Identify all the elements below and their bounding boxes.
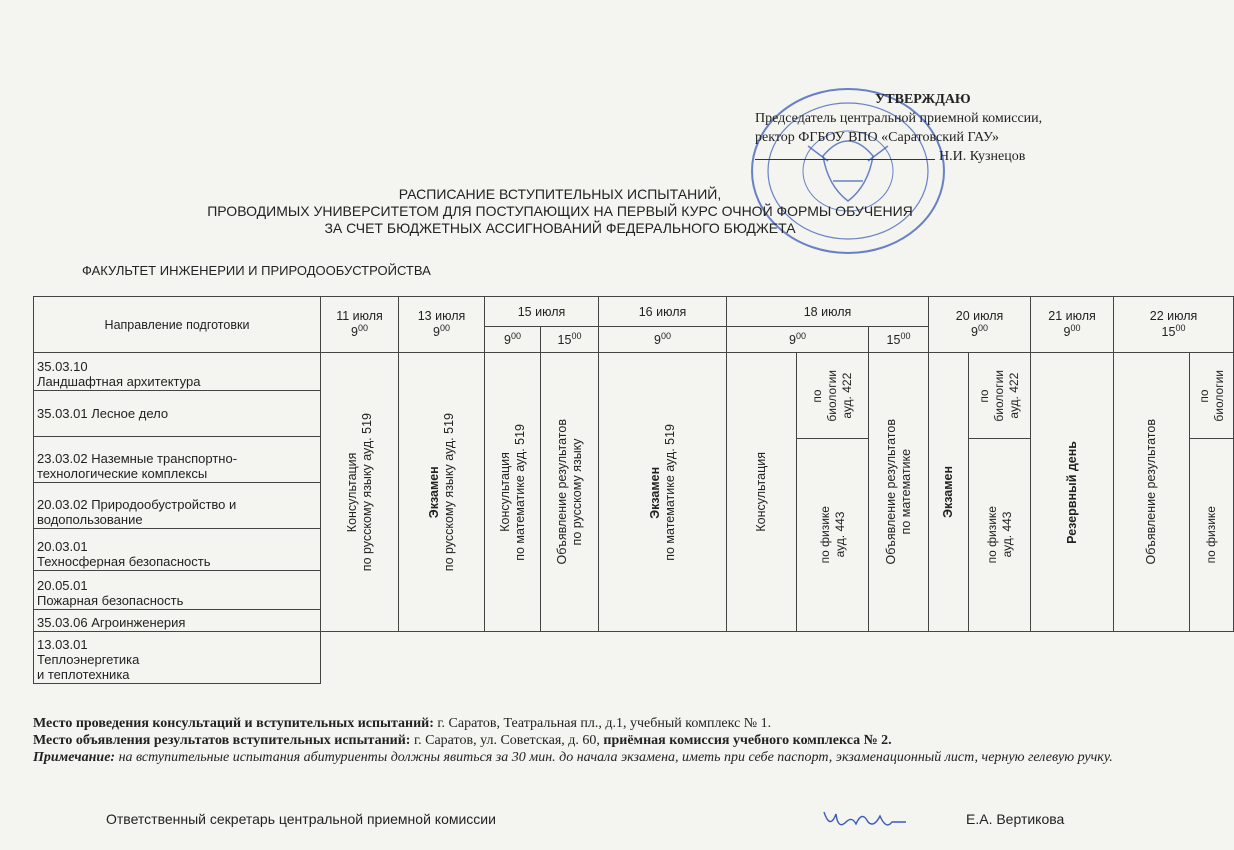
header-jul21: 21 июля $9^{00}$ xyxy=(1031,297,1114,353)
header-jul15: 15 июля xyxy=(485,297,599,327)
cell-jul18-consultation: Консультация xyxy=(727,353,797,632)
header-direction: Направление подготовки xyxy=(34,297,321,353)
cell-jul20-physics: по физике ауд. 443 xyxy=(969,439,1031,632)
cell-jul18-biology: по биологии ауд. 422 xyxy=(797,353,869,439)
approval-line-1: Председатель центральной приемной комиссии, xyxy=(755,111,1043,126)
secretary-role: Ответственный секретарь центральной приемной комиссии xyxy=(106,811,496,827)
header-jul22: 22 июля $15^{00}$ xyxy=(1114,297,1234,353)
header-jul20: 20 июля $9^{00}$ xyxy=(929,297,1031,353)
title-line-2: ПРОВОДИМЫХ УНИВЕРСИТЕТОМ ДЛЯ ПОСТУПАЮЩИХ НА ПЕРВЫЙ КУРС ОЧНОЙ ФОРМЫ ОБУЧЕНИЯ xyxy=(207,203,913,219)
approval-line-2: ректор ФГБОУ ВПО «Саратовский ГАУ» xyxy=(755,130,1000,145)
cell-jul22-biology: по биологии xyxy=(1190,353,1234,439)
cell-jul13-exam: Экзамен по русскому языку ауд. 519 xyxy=(399,353,485,632)
approval-name: Н.И. Кузнецов xyxy=(939,149,1026,164)
approval-heading: УТВЕРЖДАЮ xyxy=(875,92,971,107)
cell-jul20-exam: Экзамен xyxy=(929,353,969,632)
cell-jul16-exam: Экзамен по математике ауд. 519 xyxy=(599,353,727,632)
cell-jul11-consultation: Консультация по русскому языку ауд. 519 xyxy=(321,353,399,632)
direction-row: 35.03.01 Лесное дело xyxy=(34,391,321,437)
faculty-name: ФАКУЛЬТЕТ ИНЖЕНЕРИИ И ПРИРОДООБУСТРОЙСТВА xyxy=(82,263,431,278)
footer xyxy=(106,811,1106,827)
header-jul18: 18 июля xyxy=(727,297,929,327)
direction-row: 20.05.01 Пожарная безопасность xyxy=(34,571,321,610)
header-jul18-9: $9^{00}$ xyxy=(727,327,869,353)
schedule-table xyxy=(33,296,1234,684)
cell-jul22-results: Объявление результатов xyxy=(1114,353,1190,632)
header-jul16-9: $9^{00}$ xyxy=(599,327,727,353)
results-place: Место объявления результатов вступительных испытаний: г. Саратов, ул. Советская, д. 60, приёмная комиссия учебного комплекса № 2. xyxy=(33,733,892,748)
approval-block xyxy=(755,90,1135,166)
cell-jul18-physics: по физике ауд. 443 xyxy=(797,439,869,632)
header-jul13: 13 июля $9^{00}$ xyxy=(399,297,485,353)
title-line-3: ЗА СЧЕТ БЮДЖЕТНЫХ АССИГНОВАНИЙ ФЕДЕРАЛЬНОГО БЮДЖЕТА xyxy=(324,220,796,236)
direction-row: 35.03.10 Ландшафтная архитектура xyxy=(34,353,321,391)
direction-row: 35.03.06 Агроинженерия xyxy=(34,610,321,632)
header-jul18-15: $15^{00}$ xyxy=(869,327,929,353)
header-jul15-9: $9^{00}$ xyxy=(485,327,541,353)
direction-row: 23.03.02 Наземные транспортно- технологические комплексы xyxy=(34,437,321,483)
header-jul11: 11 июля $9^{00}$ xyxy=(321,297,399,353)
cell-jul15-consultation: Консультация по математике ауд. 519 xyxy=(485,353,541,632)
header-jul15-15: $15^{00}$ xyxy=(541,327,599,353)
title-line-1: РАСПИСАНИЕ ВСТУПИТЕЛЬНЫХ ИСПЫТАНИЙ, xyxy=(398,186,722,202)
notes-block xyxy=(33,715,1133,766)
direction-row: 13.03.01 Теплоэнергетика и теплотехника xyxy=(34,632,321,684)
direction-row: 20.03.02 Природообустройство и водопользование xyxy=(34,483,321,529)
cell-jul18-results: Объявление результатов по математике xyxy=(869,353,929,632)
document-title xyxy=(80,186,1040,237)
cell-jul21-reserve: Резервный день xyxy=(1031,353,1114,632)
direction-row: 20.03.01 Техносферная безопасность xyxy=(34,529,321,571)
secretary-name: Е.А. Вертикова xyxy=(966,811,1065,827)
approval-signature-line xyxy=(755,147,1135,166)
exam-note: Примечание: на вступительные испытания абитуриенты должны явиться за 30 мин. до начала экзамена, иметь при себе паспорт, экзаменационный лист, черную гелевую ручку. xyxy=(33,750,1113,765)
cell-jul22-physics: по физике xyxy=(1190,439,1234,632)
cell-jul20-biology: по биологии ауд. 422 xyxy=(969,353,1031,439)
header-jul16: 16 июля xyxy=(599,297,727,327)
cell-jul15-results: Объявление результатов по русскому языку xyxy=(541,353,599,632)
exam-place: Место проведения консультаций и вступительных испытаний: г. Саратов, Театральная пл., д.1, учебный комплекс № 1. xyxy=(33,716,772,731)
